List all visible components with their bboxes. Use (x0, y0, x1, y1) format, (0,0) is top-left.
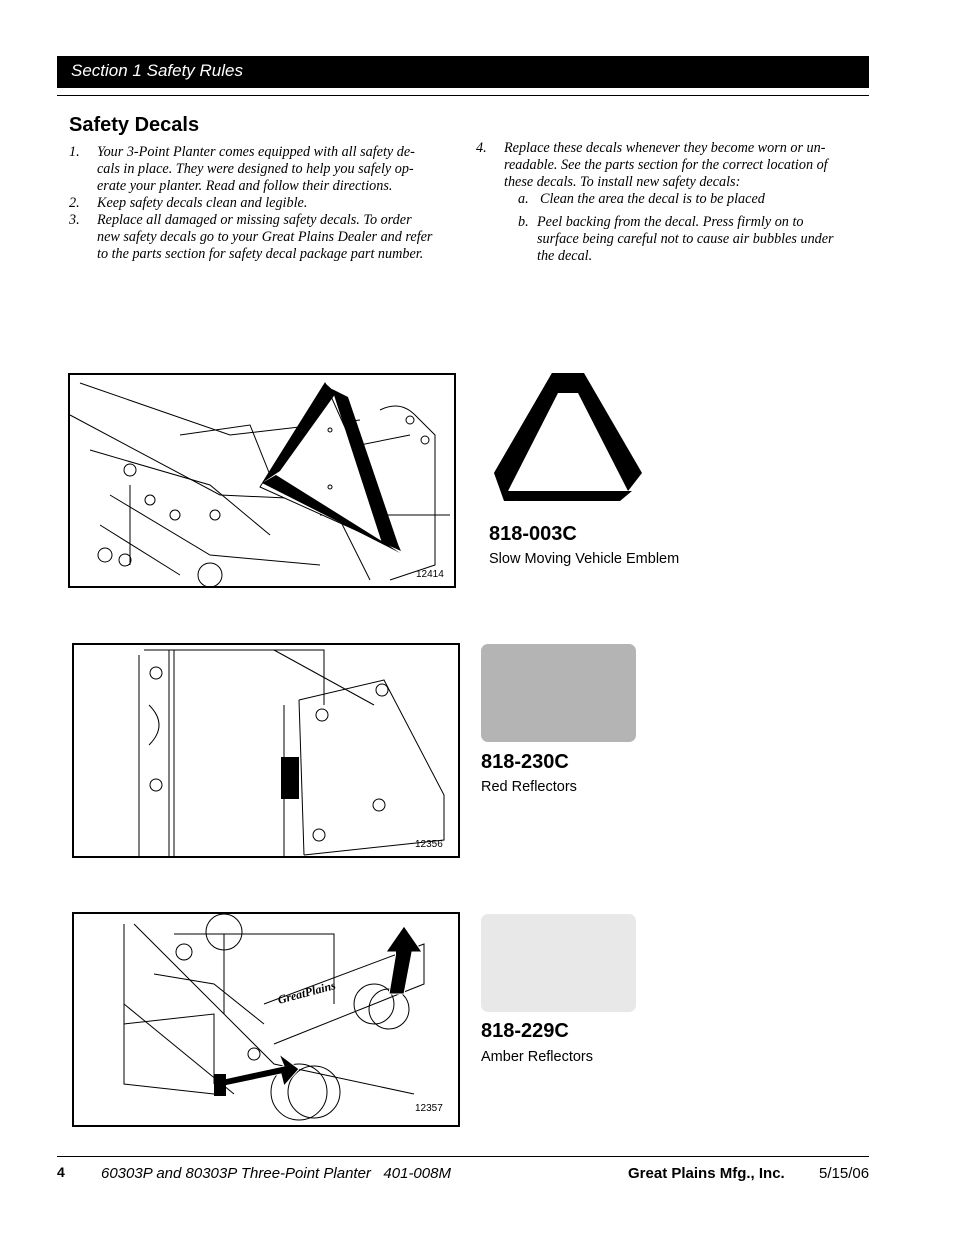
section-title: Section 1 Safety Rules (71, 61, 243, 80)
smv-emblem-icon (494, 373, 642, 501)
figure-number: 12356 (415, 839, 443, 850)
red-reflector-illustration (74, 645, 458, 856)
page-number: 4 (57, 1164, 65, 1180)
figure-number: 12357 (415, 1103, 443, 1114)
substep-a: a. Clean the area the decal is to be placed (518, 191, 765, 207)
instruction-4: 4. Replace these decals whenever they become worn or un- readable. See the parts section for the correct location of these decals. To install new safety decals: (476, 140, 828, 190)
arrow-pointer-up (386, 926, 422, 994)
amber-reflector-swatch (481, 914, 636, 1012)
part-description: Amber Reflectors (481, 1049, 594, 1065)
company-name: Great Plains Mfg., Inc. (628, 1165, 785, 1182)
amber-reflector-marker (214, 1074, 226, 1096)
red-reflector-marker (281, 757, 299, 799)
page-heading: Safety Decals (69, 114, 200, 136)
document-date: 5/15/06 (819, 1165, 870, 1182)
part-description: Red Reflectors (481, 779, 577, 795)
figure-red-reflector-placement (72, 643, 460, 858)
document-title: 60303P and 80303P Three-Point Planter 401-008M (101, 1165, 451, 1182)
red-reflector-swatch (481, 644, 636, 742)
section-header-bar (57, 56, 869, 88)
figure-amber-reflector-placement (72, 912, 460, 1127)
part-number: 818-003C (489, 523, 577, 545)
part-number: 818-229C (481, 1020, 569, 1042)
brand-mark: GreatPlains (276, 978, 338, 1007)
substep-b: b. Peel backing from the decal. Press firmly on to surface being careful not to cause air bubbles under the decal. (518, 214, 834, 264)
figure-smv-placement (68, 373, 456, 588)
smv-triangle-in-figure (260, 383, 400, 553)
part-description: Slow Moving Vehicle Emblem (489, 551, 680, 567)
instruction-3: 3. Replace all damaged or missing safety decals. To order new safety decals go to your Great Plains Dealer and refer to the parts section for safety decal package part number. (69, 212, 433, 262)
smv-placement-illustration (70, 375, 454, 586)
arrow-pointer-left (224, 1054, 299, 1086)
amber-reflector-marker (396, 942, 406, 954)
instruction-1: 1. Your 3-Point Planter comes equipped with all safety de- cals in place. They were designed to help you safely op- erate your planter. Read and follow their directions. (69, 144, 415, 194)
instruction-2: 2. Keep safety decals clean and legible. (69, 195, 308, 211)
footer-rule (57, 1156, 869, 1157)
part-number: 818-230C (481, 751, 569, 773)
header-rule (57, 95, 869, 96)
figure-number: 12414 (416, 569, 444, 580)
amber-reflector-illustration (74, 914, 458, 1125)
